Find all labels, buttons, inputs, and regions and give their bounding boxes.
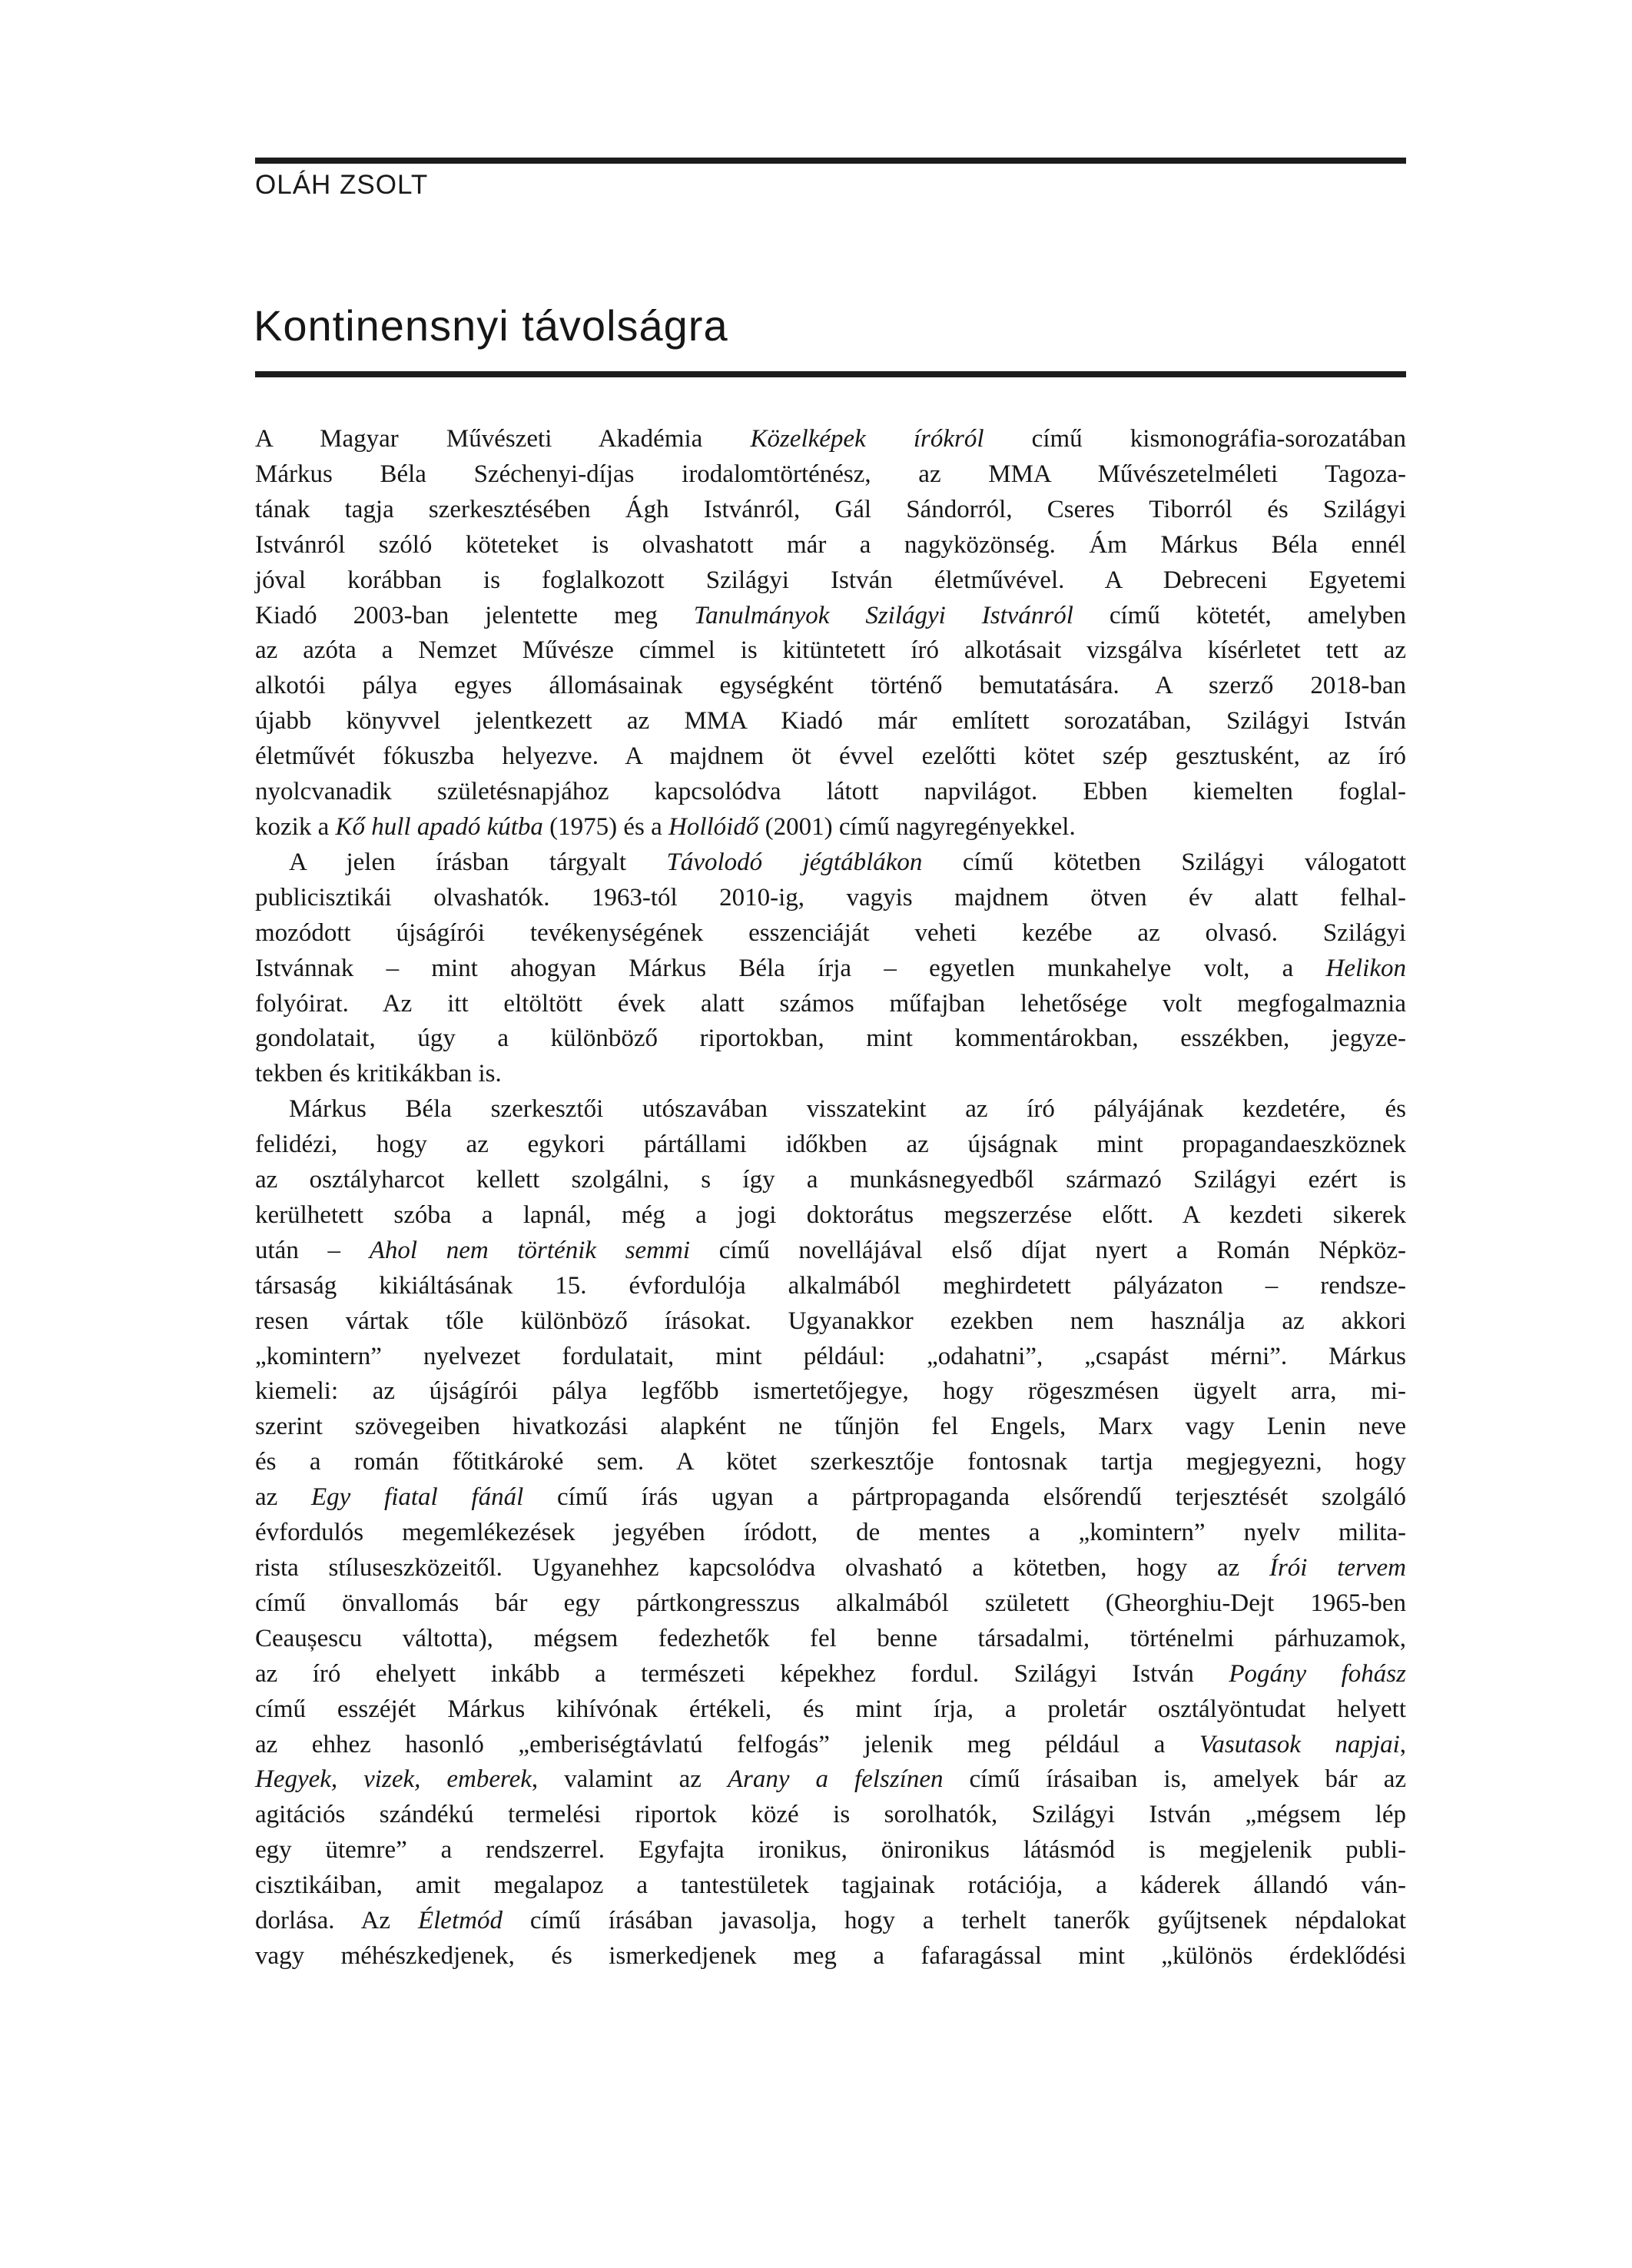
text-run: (1975) és a: [542, 812, 669, 841]
text-line: [255, 1939, 1406, 1974]
text-line: [255, 457, 1406, 493]
text-run: Istvánról szóló köteteket is olvashatott már a nagyközönség. Ám Márkus Béla ennél: [255, 530, 1406, 559]
text-run: tekben és kritikákban is.: [255, 1060, 502, 1088]
text-line: [255, 1798, 1406, 1833]
text-line: [255, 704, 1406, 739]
text-line: [255, 1480, 1406, 1516]
text-line: [255, 563, 1406, 599]
text-run: újabb könyvvel jelentkezett az MMA Kiadó már említett sorozatában, Szilágyi István: [255, 707, 1406, 736]
text-line: [255, 881, 1406, 916]
text-line: [255, 1551, 1406, 1586]
text-run: című novellájával első díjat nyert a Román Népköz-: [690, 1236, 1406, 1264]
italic-work-title: Pogány fohász: [1229, 1659, 1406, 1688]
italic-work-title: Távolodó jégtáblákon: [666, 848, 923, 876]
italic-work-title: Közelképek írókról: [750, 425, 984, 453]
text-run: mozódott újságírói tevékenységének esszenciáját veheti kezébe az olvasó. Szilágyi: [255, 918, 1406, 947]
text-run: című írásaiban is, amelyek bár az: [943, 1765, 1406, 1794]
page-title: Kontinensnyi távolságra: [254, 301, 728, 350]
text-run: Márkus Béla szerkesztői utószavában visszatekint az író pályájának kezdetére, és: [289, 1095, 1406, 1124]
text-line: [255, 1234, 1406, 1269]
italic-work-title: Helikon: [1325, 954, 1406, 982]
text-run: című írásában javasolja, hogy a terhelt tanerők gyűjtsenek népdalokat: [502, 1907, 1406, 1935]
text-line: [255, 1445, 1406, 1480]
italic-work-title: Vasutasok napjai: [1199, 1730, 1400, 1758]
text-run: az író ehelyett inkább a természeti képekhez fordul. Szilágyi István: [255, 1659, 1229, 1688]
text-run: című kismonográfia-sorozatában: [984, 425, 1406, 453]
text-run: A jelen írásban tárgyalt: [289, 848, 667, 876]
italic-work-title: Kő hull apadó kútba: [335, 812, 543, 841]
author-name: OLÁH ZSOLT: [255, 170, 429, 200]
text-line: [255, 528, 1406, 563]
text-run: egy ütemre” a rendszerrel. Egyfajta ironikus, önironikus látásmód is megjelenik publi-: [255, 1836, 1406, 1865]
italic-work-title: Ahol nem történik semmi: [369, 1236, 691, 1264]
text-line: [255, 1092, 1406, 1127]
text-line: [255, 1904, 1406, 1939]
text-line: [255, 1163, 1406, 1198]
text-line: [255, 1692, 1406, 1728]
text-line: [255, 1198, 1406, 1234]
text-run: című írás ugyan a pártpropaganda elsőrendű terjesztését szolgáló: [523, 1483, 1406, 1512]
text-run: kiemeli: az újságírói pálya legfőbb ismertetőjegye, hogy rögeszmésen ügyelt arra, mi-: [255, 1377, 1406, 1406]
text-run: című kötetét, amelyben: [1073, 601, 1407, 629]
text-run: kozik a: [255, 812, 336, 841]
text-line: [255, 810, 1406, 845]
text-line: [255, 1374, 1406, 1410]
text-line: [255, 669, 1406, 704]
text-line: [255, 739, 1406, 775]
text-line: [255, 1410, 1406, 1445]
text-line: [255, 1586, 1406, 1622]
text-run: című önvallomás bár egy pártkongresszus alkalmából született (Gheorghiu-Dejt 1965-ben: [255, 1589, 1406, 1617]
italic-work-title: Arany a felszínen: [727, 1765, 944, 1794]
text-run: kerülhetett szóba a lapnál, még a jogi doktorátus megszerzése előtt. A kezdeti sikerek: [255, 1200, 1406, 1229]
text-line: [255, 845, 1406, 881]
text-run: „komintern” nyelvezet fordulatait, mint például: „odahatni”, „csapást mérni”. Márkus: [255, 1342, 1406, 1370]
article-body: [255, 422, 1406, 1974]
text-line: [255, 1127, 1406, 1163]
text-run: dorlása. Az: [255, 1907, 418, 1935]
text-run: resen vártak tőle különböző írásokat. Ugyanakkor ezekben nem használja az akkori: [255, 1307, 1406, 1335]
text-run: vagy méhészkedjenek, és ismerkedjenek meg a fafaragással mint „különös érdeklődési: [255, 1941, 1406, 1970]
text-line: [255, 1340, 1406, 1375]
text-run: Ceaușescu váltotta), mégsem fedezhetők fel benne társadalmi, történelmi párhuzamok,: [255, 1624, 1406, 1652]
text-line: [255, 1057, 1406, 1092]
text-run: és a román főtitkároké sem. A kötet szerkesztője fontosnak tartja megjegyezni, hogy: [255, 1448, 1406, 1476]
text-run: Kiadó 2003-ban jelentette meg: [255, 601, 694, 629]
text-run: (2001) című nagyregényekkel.: [758, 812, 1076, 841]
text-run: évfordulós megemlékezések jegyében íródott, de mentes a „komintern” nyelv milita-: [255, 1519, 1406, 1547]
header-rule: [255, 158, 1406, 164]
text-run: publicisztikái olvashatók. 1963-tól 2010-ig, vagyis majdnem ötven év alatt felhal-: [255, 883, 1406, 912]
text-run: az ehhez hasonló „emberiségtávlatú felfogás” jelenik meg például a: [255, 1730, 1199, 1758]
text-line: [255, 1622, 1406, 1657]
text-line: [255, 1304, 1406, 1340]
text-line: [255, 1269, 1406, 1304]
text-run: az: [255, 1483, 312, 1512]
text-run: című kötetben Szilágyi válogatott: [922, 848, 1406, 876]
text-line: [255, 422, 1406, 457]
text-line: [255, 1833, 1406, 1868]
text-run: után –: [255, 1236, 370, 1264]
text-run: alkotói pálya egyes állomásainak egységként történő bemutatására. A szerző 2018-ban: [255, 672, 1406, 700]
text-run: cisztikáiban, amit megalapoz a tantestületek tagjainak rotációja, a káderek állandó ván-: [255, 1871, 1406, 1900]
italic-work-title: Írói tervem: [1269, 1554, 1406, 1582]
italic-work-title: Egy fiatal fánál: [311, 1483, 524, 1512]
text-run: társaság kikiáltásának 15. évfordulója alkalmából meghirdetett pályázaton – rendsze-: [255, 1271, 1406, 1300]
text-run: az osztályharcot kellett szolgálni, s így a munkásnegyedből származó Szilágyi ezért is: [255, 1166, 1406, 1194]
text-run: A Magyar Művészeti Akadémia: [255, 425, 751, 453]
text-line: [255, 987, 1406, 1022]
text-run: az azóta a Nemzet Művésze címmel is kitüntetett író alkotásait vizsgálva kísérletet tett az: [255, 636, 1406, 665]
text-line: [255, 1657, 1406, 1692]
text-line: [255, 1021, 1406, 1057]
text-line: [255, 633, 1406, 669]
text-run: Istvánnak – mint ahogyan Márkus Béla írja – egyetlen munkahelye volt, a: [255, 954, 1326, 982]
text-line: [255, 599, 1406, 634]
text-run: című esszéjét Márkus kihívónak értékeli, és mint írja, a proletár osztályöntudat helyett: [255, 1695, 1406, 1723]
text-line: [255, 1728, 1406, 1763]
text-line: [255, 1516, 1406, 1551]
text-run: jóval korábban is foglalkozott Szilágyi István életművével. A Debreceni Egyetemi: [255, 566, 1406, 594]
text-run: , valamint az: [531, 1765, 728, 1794]
italic-work-title: Hollóidő: [668, 812, 759, 841]
text-line: [255, 493, 1406, 528]
text-line: [255, 916, 1406, 951]
text-run: agitációs szándékú termelési riportok közé is sorolhatók, Szilágyi István „mégsem lép: [255, 1801, 1406, 1829]
text-line: [255, 951, 1406, 987]
text-run: gondolatait, úgy a különböző riportokban, mint kommentárokban, esszékben, jegyze-: [255, 1024, 1406, 1053]
text-run: szerint szövegeiben hivatkozási alapként ne tűnjön fel Engels, Marx vagy Lenin neve: [255, 1413, 1406, 1441]
text-run: tának tagja szerkesztésében Ágh Istvánról, Gál Sándorról, Cseres Tiborról és Szilágyi: [255, 495, 1406, 523]
text-run: felidézi, hogy az egykori pártállami időkben az újságnak mint propagandaeszköznek: [255, 1131, 1406, 1159]
text-run: ,: [1399, 1730, 1406, 1758]
italic-work-title: Életmód: [417, 1907, 503, 1935]
text-run: Márkus Béla Széchenyi-díjas irodalomtörténész, az MMA Művészetelméleti Tagoza-: [255, 460, 1406, 488]
text-run: rista stíluseszközeitől. Ugyanehhez kapcsolódva olvasható a kötetben, hogy az: [255, 1554, 1269, 1582]
text-run: folyóirat. Az itt eltöltött évek alatt számos műfajban lehetősége volt megfogalmaznia: [255, 989, 1406, 1018]
text-line: [255, 1868, 1406, 1904]
text-run: nyolcvanadik születésnapjához kapcsolódva látott napvilágot. Ebben kiemelten foglal-: [255, 778, 1406, 806]
text-line: [255, 775, 1406, 810]
italic-work-title: Hegyek, vizek, emberek: [255, 1765, 532, 1794]
text-line: [255, 1762, 1406, 1798]
text-run: életművét fókuszba helyezve. A majdnem öt évvel ezelőtti kötet szép gesztusként, az író: [255, 742, 1406, 771]
title-rule: [255, 371, 1406, 377]
italic-work-title: Tanulmányok Szilágyi Istvánról: [693, 601, 1073, 629]
